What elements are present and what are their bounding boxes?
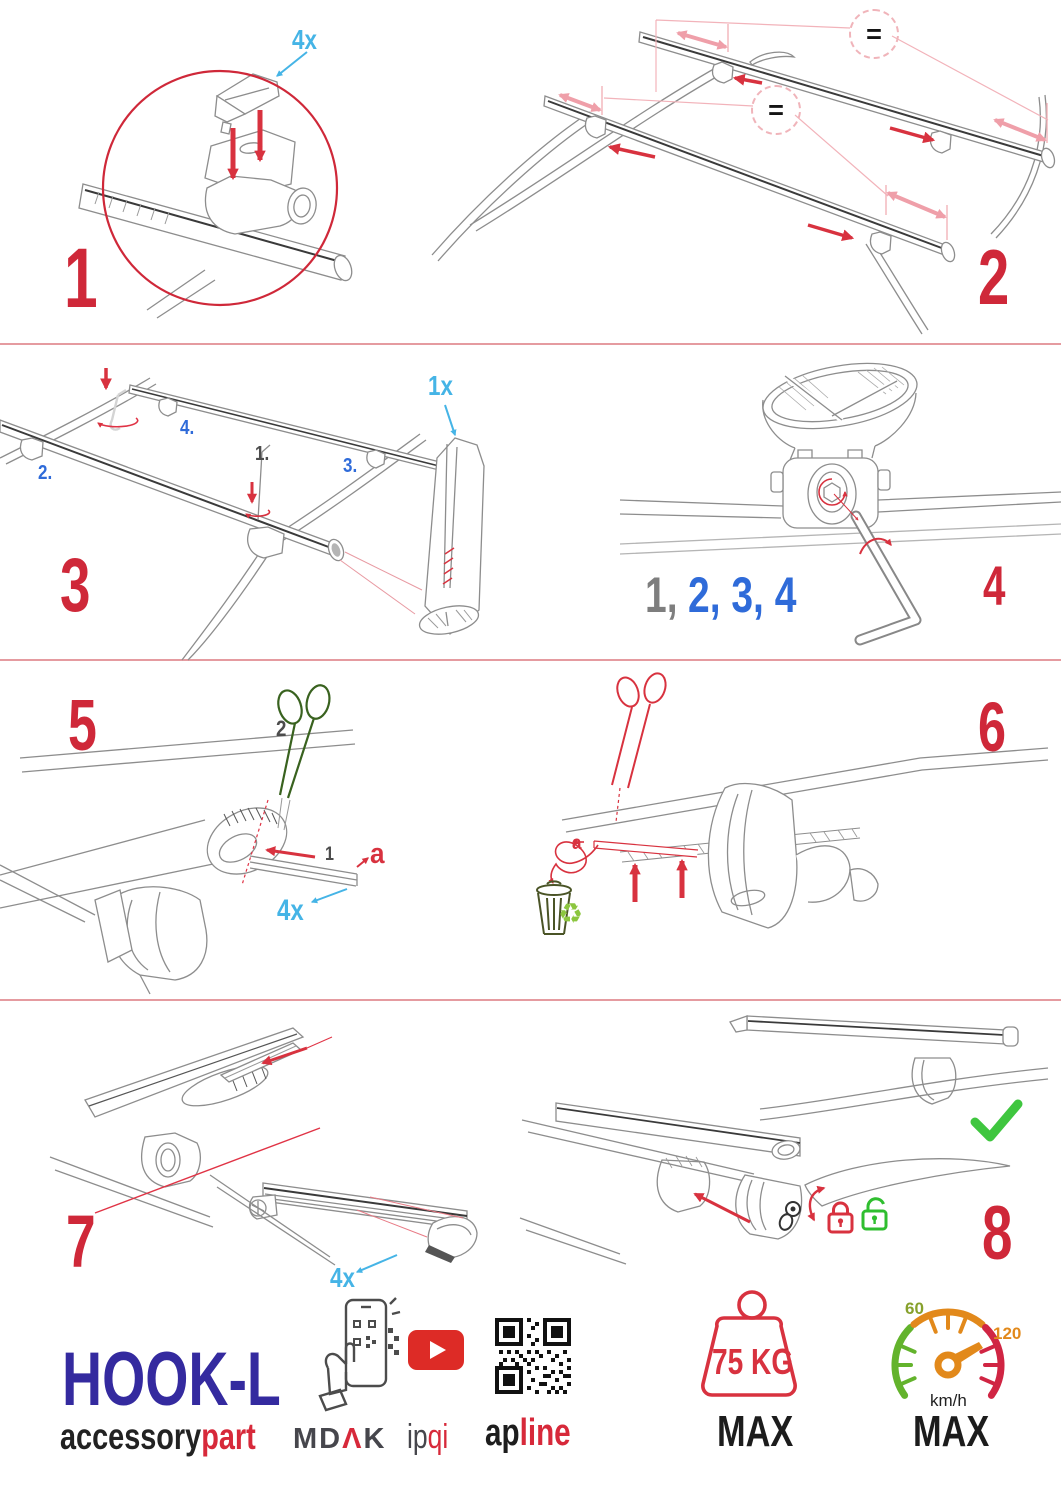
ipqi-logo: ipqi xyxy=(407,1418,449,1456)
weight-max-label: MAX xyxy=(717,1407,794,1456)
recycle-icon: ♻ xyxy=(558,898,584,929)
equal-distance-badge: = xyxy=(849,9,899,59)
youtube-icon xyxy=(408,1330,464,1370)
step1-quantity-label: 4x xyxy=(292,24,317,55)
point-a-label: a xyxy=(572,833,582,854)
point-a-arrow xyxy=(357,858,368,867)
qr-code xyxy=(495,1318,571,1394)
step7-number: 7 xyxy=(66,1200,95,1283)
rubber-strip xyxy=(250,856,357,886)
quantity-leader xyxy=(357,1255,397,1272)
quantity-leader xyxy=(277,52,307,76)
step2-number: 2 xyxy=(978,233,1008,321)
step5-number: 5 xyxy=(68,686,96,766)
tighten-sequence-rest: 2, 3, 4 xyxy=(688,567,797,623)
product-name: HOOK-L xyxy=(62,1337,281,1422)
upper-crossbar xyxy=(639,32,1057,169)
step1-number: 1 xyxy=(64,231,97,325)
end-cap xyxy=(425,1217,477,1263)
quantity-leader xyxy=(312,889,347,902)
apline-logo: apline xyxy=(485,1412,571,1454)
phone-scan-icon xyxy=(316,1298,400,1410)
mdak-caret: Λ xyxy=(342,1423,364,1455)
tighten-sequence-first: 1, xyxy=(645,567,678,623)
scissors-icon xyxy=(612,671,669,822)
bar-cutaway-tube xyxy=(417,438,484,639)
clamp-plate xyxy=(771,450,890,528)
step7-quantity-label: 4x xyxy=(330,1262,355,1293)
equal-distance-badge: = xyxy=(751,85,801,135)
mdak-logo: MDΛK xyxy=(293,1423,387,1455)
checkmark-icon xyxy=(975,1104,1018,1137)
lower-crossbar xyxy=(544,96,957,263)
clamp-foot xyxy=(142,1133,201,1187)
push-up-arrows xyxy=(635,861,682,902)
step3-number: 3 xyxy=(60,543,90,628)
brand-logo xyxy=(60,1418,311,1455)
step6-number: 6 xyxy=(978,688,1005,766)
substep-3-label: 3. xyxy=(343,455,358,477)
roof-rails xyxy=(432,62,1046,334)
rear-crossbar xyxy=(129,385,440,470)
substep-4-label: 4. xyxy=(180,417,195,439)
step8-number: 8 xyxy=(982,1191,1012,1276)
step5-quantity-label: 4x xyxy=(277,894,304,927)
step4-number: 4 xyxy=(983,554,1004,617)
front-crossbar xyxy=(0,417,346,563)
lock-open-icon xyxy=(863,1199,886,1229)
aero-wing xyxy=(805,1159,1010,1206)
brand-logo-red: part xyxy=(201,1416,256,1457)
step6-illustration xyxy=(500,660,1061,1005)
quantity-leader xyxy=(445,405,455,435)
step2-illustration xyxy=(420,5,1061,335)
step8-illustration xyxy=(500,1000,1061,1330)
clamp-foot xyxy=(95,887,207,994)
scissors-icon xyxy=(274,683,333,830)
step3-illustration xyxy=(0,348,620,660)
lock-closed-icon xyxy=(829,1203,852,1232)
clamp-foot xyxy=(708,784,878,928)
speed-max-tick-label: 120 xyxy=(993,1324,1022,1343)
cut-order-label: 2 xyxy=(276,716,287,741)
speed-min-label: 60 xyxy=(905,1299,924,1318)
section-divider-1 xyxy=(0,343,1061,345)
substep-2-label: 2. xyxy=(38,462,53,484)
brand-logo-black: accessory xyxy=(60,1416,202,1457)
weight-value: 75 KG xyxy=(712,1341,794,1382)
substep-1-label: 1. xyxy=(255,443,270,465)
point-a-label: a xyxy=(370,838,385,870)
step1-illustration xyxy=(55,18,355,325)
bar-top-view xyxy=(85,1028,303,1117)
measure-arrows xyxy=(560,33,1045,217)
speed-max-label: MAX xyxy=(913,1407,990,1456)
speed-unit-label: km/h xyxy=(930,1391,967,1410)
step7-illustration xyxy=(25,1005,545,1305)
insert-leader-lines xyxy=(340,552,422,614)
mounted-bar-correct xyxy=(730,1016,1048,1120)
rail-cup xyxy=(758,353,922,460)
insert-order-label: 1 xyxy=(325,844,334,865)
step3-quantity-label: 1x xyxy=(428,370,453,401)
